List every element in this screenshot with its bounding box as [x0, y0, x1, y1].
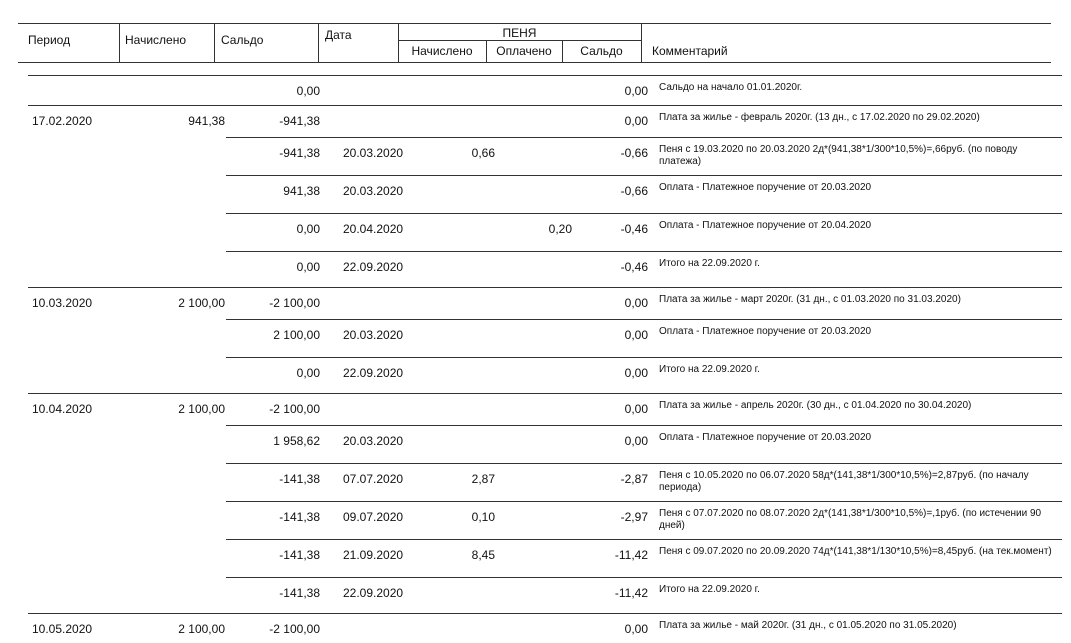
cell-penalty-balance: -0,66 — [620, 184, 648, 198]
cell-penalty-balance: -11,42 — [614, 548, 648, 562]
row-rule — [226, 251, 1062, 252]
cell-comment: Оплата - Платежное поручение от 20.03.2020 — [659, 432, 872, 443]
header-comment: Комментарий — [652, 44, 728, 58]
cell-penalty-balance: 0,00 — [624, 84, 648, 98]
cell-comment: Плата за жилье - апрель 2020г. (30 дн., с 01.04.2020 по 30.04.2020) — [659, 400, 972, 411]
cell-balance: 0,00 — [296, 366, 320, 380]
row-rule — [226, 539, 1062, 540]
cell-comment: Сальдо на начало 01.01.2020г. — [659, 82, 803, 93]
cell-date: 20.03.2020 — [343, 434, 404, 448]
cell-balance: -2 100,00 — [269, 622, 320, 636]
cell-comment: Итого на 22.09.2020 г. — [659, 258, 760, 269]
row-rule — [226, 357, 1062, 358]
cell-balance: -941,38 — [279, 146, 320, 160]
cell-penalty-paid: 0,20 — [548, 222, 572, 236]
cell-penalty-balance: 0,00 — [624, 296, 648, 310]
header-divider — [214, 23, 215, 62]
header-period: Период — [28, 33, 71, 47]
cell-penalty-balance: -11,42 — [614, 586, 648, 600]
header-date: Дата — [325, 28, 352, 42]
cell-date: 22.09.2020 — [343, 366, 404, 380]
cell-period: 17.02.2020 — [32, 114, 93, 128]
cell-balance: -141,38 — [279, 510, 320, 524]
header-divider — [641, 23, 642, 62]
penalty-group-rule — [398, 40, 641, 41]
cell-date: 07.07.2020 — [343, 472, 404, 486]
cell-accrued: 2 100,00 — [178, 622, 225, 636]
cell-period: 10.03.2020 — [32, 296, 93, 310]
cell-penalty-balance: 0,00 — [624, 366, 648, 380]
row-rule — [28, 287, 1062, 288]
cell-comment: Итого на 22.09.2020 г. — [659, 364, 760, 375]
header-penalty-balance: Сальдо — [580, 44, 623, 58]
cell-balance: 1 958,62 — [273, 434, 320, 448]
header-top-rule — [18, 23, 1051, 24]
cell-date: 20.04.2020 — [343, 222, 404, 236]
cell-comment: Плата за жилье - май 2020г. (31 дн., с 01.05.2020 по 31.05.2020) — [659, 620, 957, 631]
cell-accrued: 941,38 — [188, 114, 225, 128]
row-rule — [28, 613, 1062, 614]
cell-penalty-balance: -0,66 — [620, 146, 648, 160]
cell-date: 09.07.2020 — [343, 510, 404, 524]
cell-date: 20.03.2020 — [343, 184, 404, 198]
row-rule — [226, 577, 1062, 578]
cell-comment: Оплата - Платежное поручение от 20.03.2020 — [659, 182, 872, 193]
row-rule — [28, 393, 1062, 394]
cell-balance: 941,38 — [283, 184, 320, 198]
cell-accrued: 2 100,00 — [178, 402, 225, 416]
cell-balance: -141,38 — [279, 548, 320, 562]
header-penalty-accrued: Начислено — [411, 44, 473, 58]
cell-penalty-balance: 0,00 — [624, 114, 648, 128]
cell-accrued: 2 100,00 — [178, 296, 225, 310]
cell-comment: Пеня с 19.03.2020 по 20.03.2020 2д*(941,38*1/300*10,5%)=,66руб. (по поводу платежа) — [659, 144, 1018, 167]
cell-comment: Пеня с 09.07.2020 по 20.09.2020 74д*(141,38*1/130*10,5%)=8,45руб. (на тек.момент) — [659, 546, 1052, 557]
cell-balance: -141,38 — [279, 586, 320, 600]
cell-comment: Плата за жилье - март 2020г. (31 дн., с 01.03.2020 по 31.03.2020) — [659, 294, 961, 305]
cell-penalty-balance: 0,00 — [624, 328, 648, 342]
cell-penalty-accrued: 8,45 — [471, 548, 495, 562]
cell-balance: -141,38 — [279, 472, 320, 486]
cell-balance: -2 100,00 — [269, 402, 320, 416]
cell-period: 10.05.2020 — [32, 622, 93, 636]
cell-comment: Пеня с 10.05.2020 по 06.07.2020 58д*(141,38*1/300*10,5%)=2,87руб. (по началу периода) — [659, 470, 1029, 493]
header-bottom-rule — [18, 62, 1051, 63]
cell-balance: -2 100,00 — [269, 296, 320, 310]
cell-balance: 2 100,00 — [273, 328, 320, 342]
cell-comment: Пеня с 07.07.2020 по 08.07.2020 2д*(141,38*1/300*10,5%)=,1руб. (по истечении 90 дней) — [659, 508, 1042, 531]
cell-comment: Плата за жилье - февраль 2020г. (13 дн., с 17.02.2020 по 29.02.2020) — [659, 112, 980, 123]
cell-period: 10.04.2020 — [32, 402, 93, 416]
row-rule — [226, 501, 1062, 502]
cell-date: 20.03.2020 — [343, 328, 404, 342]
row-rule — [226, 319, 1062, 320]
cell-penalty-accrued: 0,10 — [471, 510, 495, 524]
header-divider — [119, 23, 120, 62]
header-accrued: Начислено — [125, 33, 187, 47]
cell-penalty-accrued: 2,87 — [471, 472, 495, 486]
header-divider — [318, 23, 319, 62]
cell-date: 20.03.2020 — [343, 146, 404, 160]
cell-date: 21.09.2020 — [343, 548, 404, 562]
cell-balance: 0,00 — [296, 84, 320, 98]
cell-penalty-balance: -2,87 — [620, 472, 648, 486]
cell-comment: Оплата - Платежное поручение от 20.03.2020 — [659, 326, 872, 337]
header-penalty: ПЕНЯ — [502, 26, 537, 40]
row-rule — [226, 425, 1062, 426]
cell-penalty-balance: 0,00 — [624, 622, 648, 636]
cell-comment: Оплата - Платежное поручение от 20.04.2020 — [659, 220, 872, 231]
cell-balance: 0,00 — [296, 222, 320, 236]
cell-balance: 0,00 — [296, 260, 320, 274]
cell-date: 22.09.2020 — [343, 260, 404, 274]
cell-penalty-balance: 0,00 — [624, 434, 648, 448]
cell-penalty-balance: 0,00 — [624, 402, 648, 416]
cell-comment: Итого на 22.09.2020 г. — [659, 584, 760, 595]
row-rule — [226, 463, 1062, 464]
row-rule — [226, 213, 1062, 214]
cell-balance: -941,38 — [279, 114, 320, 128]
header-balance: Сальдо — [221, 33, 264, 47]
cell-penalty-balance: -0,46 — [620, 222, 648, 236]
row-rule — [226, 137, 1062, 138]
header-penalty-paid: Оплачено — [496, 44, 552, 58]
row-rule — [28, 75, 1062, 76]
row-rule — [28, 105, 1062, 106]
cell-date: 22.09.2020 — [343, 586, 404, 600]
cell-penalty-accrued: 0,66 — [471, 146, 495, 160]
row-rule — [226, 175, 1062, 176]
cell-penalty-balance: -0,46 — [620, 260, 648, 274]
cell-penalty-balance: -2,97 — [620, 510, 648, 524]
